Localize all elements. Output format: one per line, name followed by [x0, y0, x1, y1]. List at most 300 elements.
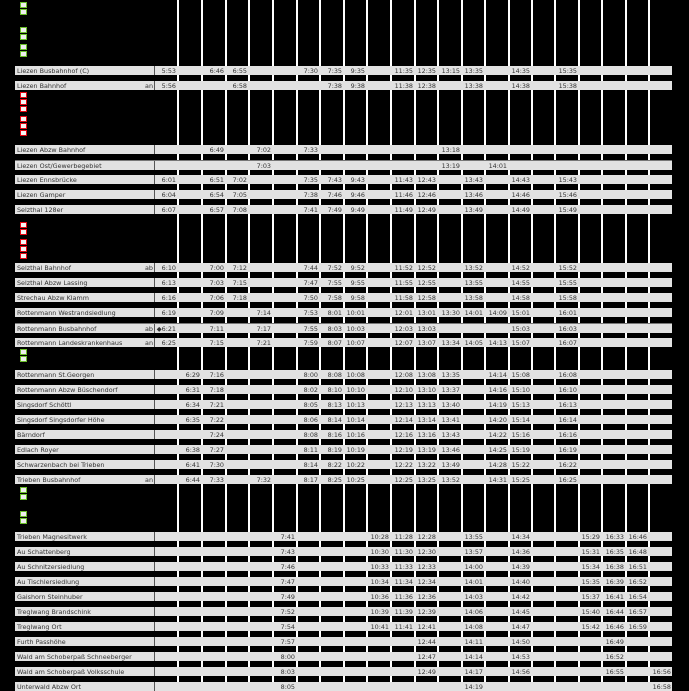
departure-time: 16:55 [605, 668, 624, 676]
departure-time: 6:07 [161, 206, 176, 214]
departure-time: 12:49 [417, 668, 436, 676]
timetable-row [15, 370, 672, 379]
departure-time: 14:19 [488, 401, 507, 409]
departure-time: 8:08 [327, 371, 342, 379]
departure-time: 13:08 [417, 371, 436, 379]
stop-name: Furth Passhöhe [17, 638, 66, 646]
departure-time: 16:49 [605, 638, 624, 646]
label-divider [154, 592, 155, 601]
departure-time: 11:34 [394, 578, 413, 586]
bus-icon [20, 116, 27, 122]
departure-time: 7:55 [327, 279, 342, 287]
departure-time: 12:35 [417, 67, 436, 75]
departure-time: 10:36 [370, 593, 389, 601]
departure-time: 7:44 [303, 264, 318, 272]
departure-time: 13:35 [464, 67, 483, 75]
departure-time: 10:19 [346, 446, 365, 454]
stop-name: Liezen Ost/Gewerbegebiet [17, 162, 102, 170]
arrival-departure-marker: an [145, 339, 153, 347]
departure-time: 6:35 [185, 416, 200, 424]
label-divider [154, 667, 155, 676]
departure-time: 15:07 [511, 339, 530, 347]
departure-time: 11:35 [394, 67, 413, 75]
stop-name: Rottenmann Abzw Büschendorf [17, 386, 118, 394]
departure-time: 15:52 [558, 264, 577, 272]
departure-time: 15:35 [581, 578, 600, 586]
stop-name: Gaishorn Steinhuber [17, 593, 83, 601]
departure-time: 7:27 [209, 446, 224, 454]
departure-time: 7:47 [280, 578, 295, 586]
departure-time: 6:10 [161, 264, 176, 272]
label-divider [154, 475, 155, 484]
timetable-row [15, 338, 672, 347]
departure-time: 10:08 [346, 371, 365, 379]
departure-time: 14:00 [464, 563, 483, 571]
stop-name: Singsdorf Schöttl [17, 401, 72, 409]
departure-time: 12:33 [417, 563, 436, 571]
departure-time: 7:38 [303, 191, 318, 199]
departure-time: 10:39 [370, 608, 389, 616]
stop-name: Treglwang Ort [17, 623, 62, 631]
train-icon [20, 487, 27, 493]
departure-time: 13:58 [464, 294, 483, 302]
stop-name: Trieben Busbahnhof [17, 476, 81, 484]
label-divider [154, 637, 155, 646]
departure-time: 15:43 [558, 176, 577, 184]
departure-time: 8:00 [280, 653, 295, 661]
departure-time: 6:13 [161, 279, 176, 287]
departure-time: 6:54 [209, 191, 224, 199]
departure-time: 14:35 [511, 67, 530, 75]
departure-time: 10:13 [346, 401, 365, 409]
departure-time: 14:03 [464, 593, 483, 601]
timetable-row [15, 278, 672, 287]
departure-time: 10:34 [370, 578, 389, 586]
departure-time: 8:22 [327, 461, 342, 469]
departure-time: 14:36 [511, 548, 530, 556]
departure-time: 7:09 [209, 309, 224, 317]
train-icon [20, 518, 27, 524]
departure-time: 14:40 [511, 578, 530, 586]
bus-icon [20, 239, 27, 245]
stop-name: Schwarzenbach bei Trieben [17, 461, 105, 469]
timetable-row [15, 81, 672, 90]
departure-time: 8:03 [280, 668, 295, 676]
departure-time: 11:46 [394, 191, 413, 199]
departure-time: 8:00 [303, 371, 318, 379]
departure-time: 14:05 [464, 339, 483, 347]
departure-time: 12:41 [417, 623, 436, 631]
departure-time: 15:03 [511, 325, 530, 333]
label-divider [154, 400, 155, 409]
departure-time: 16:38 [605, 563, 624, 571]
departure-time: 7:05 [232, 191, 247, 199]
departure-time: 14:43 [511, 176, 530, 184]
timetable-row [15, 607, 672, 616]
timetable-row [15, 547, 672, 556]
stop-name: Wald am Schoberpaß Volksschule [17, 668, 125, 676]
bus-icon [20, 123, 27, 129]
departure-time: 12:22 [394, 461, 413, 469]
departure-time: 8:05 [280, 683, 295, 691]
departure-time: 12:55 [417, 279, 436, 287]
stop-name: Liezen Busbahnhof (C) [17, 67, 90, 75]
departure-time: 12:28 [417, 533, 436, 541]
departure-time: 7:03 [256, 162, 271, 170]
departure-time: 14:14 [488, 371, 507, 379]
departure-time: 14:46 [511, 191, 530, 199]
departure-time: 7:12 [232, 264, 247, 272]
timetable-row [15, 175, 672, 184]
departure-time: 16:59 [628, 623, 647, 631]
departure-time: 13:15 [441, 67, 460, 75]
departure-time: 9:55 [350, 279, 365, 287]
timetable-row [15, 652, 672, 661]
departure-time: 12:19 [394, 446, 413, 454]
timetable-row [15, 622, 672, 631]
departure-time: 7:02 [256, 146, 271, 154]
departure-time: 11:39 [394, 608, 413, 616]
departure-time: 13:30 [441, 309, 460, 317]
departure-time: 16:22 [558, 461, 577, 469]
departure-time: 14:49 [511, 206, 530, 214]
departure-time: 7:30 [303, 67, 318, 75]
stop-name: Bärndorf [17, 431, 45, 439]
departure-time: 9:43 [350, 176, 365, 184]
departure-time: 13:03 [417, 325, 436, 333]
departure-time: 7:49 [327, 206, 342, 214]
departure-time: 12:39 [417, 608, 436, 616]
stop-name: Rottenmann Landeskrankenhaus [17, 339, 123, 347]
departure-time: 12:07 [394, 339, 413, 347]
departure-time: 7:43 [327, 176, 342, 184]
departure-time: 13:19 [441, 162, 460, 170]
stop-name: Strechau Abzw Klamm [17, 294, 89, 302]
departure-time: 13:16 [417, 431, 436, 439]
departure-time: 7:21 [256, 339, 271, 347]
departure-time: 15:34 [581, 563, 600, 571]
departure-time: 12:46 [417, 191, 436, 199]
departure-time: 15:01 [511, 309, 530, 317]
departure-time: 10:07 [346, 339, 365, 347]
departure-time: 7:41 [303, 206, 318, 214]
stop-name: Au Schnitzersiedlung [17, 563, 85, 571]
label-divider [154, 460, 155, 469]
departure-time: 16:51 [628, 563, 647, 571]
timetable-row [15, 145, 672, 154]
stop-name: Au Schattenberg [17, 548, 71, 556]
departure-time: 16:41 [605, 593, 624, 601]
departure-time: 15:13 [511, 401, 530, 409]
departure-time: 7:52 [327, 264, 342, 272]
departure-time: 14:25 [488, 446, 507, 454]
departure-time: 13:57 [464, 548, 483, 556]
timetable-row [15, 205, 672, 214]
label-divider [154, 385, 155, 394]
departure-time: 13:37 [441, 386, 460, 394]
departure-time: 7:18 [232, 294, 247, 302]
timetable-row [15, 577, 672, 586]
departure-time: 6:01 [161, 176, 176, 184]
departure-time: 16:08 [558, 371, 577, 379]
stop-name: Liezen Abzw Bahnhof [17, 146, 86, 154]
label-divider [154, 161, 155, 170]
departure-time: 7:17 [256, 325, 271, 333]
departure-time: 7:00 [209, 264, 224, 272]
stop-name: Rottenmann Westrandsiedlung [17, 309, 116, 317]
departure-time: 8:13 [327, 401, 342, 409]
departure-time: 7:06 [209, 294, 224, 302]
departure-time: 13:46 [464, 191, 483, 199]
departure-time: 15:25 [511, 476, 530, 484]
departure-time: 12:14 [394, 416, 413, 424]
train-icon [20, 34, 27, 40]
arrival-departure-marker: an [145, 82, 153, 90]
departure-time: 13:10 [417, 386, 436, 394]
departure-time: 12:58 [417, 294, 436, 302]
departure-time: 14:58 [511, 294, 530, 302]
departure-time: 7:38 [327, 82, 342, 90]
departure-time: 7:59 [303, 339, 318, 347]
departure-time: 6:31 [185, 386, 200, 394]
departure-time: 7:33 [303, 146, 318, 154]
departure-time: 15:38 [558, 82, 577, 90]
timetable-row [15, 415, 672, 424]
timetable-row [15, 293, 672, 302]
departure-time: 16:46 [605, 623, 624, 631]
departure-time: 14:42 [511, 593, 530, 601]
departure-time: 7:41 [280, 533, 295, 541]
departure-time: 7:57 [280, 638, 295, 646]
departure-time: 13:43 [441, 431, 460, 439]
departure-time: 13:41 [441, 416, 460, 424]
timetable-row [15, 682, 672, 691]
departure-time: 11:43 [394, 176, 413, 184]
departure-time: 7:16 [209, 371, 224, 379]
departure-time: 13:35 [441, 371, 460, 379]
arrival-departure-marker: an [145, 476, 153, 484]
timetable-row [15, 460, 672, 469]
departure-time: 7:15 [232, 279, 247, 287]
departure-time: 10:28 [370, 533, 389, 541]
departure-time: 8:25 [327, 476, 342, 484]
departure-time: 12:52 [417, 264, 436, 272]
departure-time: 10:25 [346, 476, 365, 484]
stop-name: Selzthal 128er [17, 206, 64, 214]
departure-time: 7:47 [303, 279, 318, 287]
departure-time: 14:55 [511, 279, 530, 287]
label-divider [154, 562, 155, 571]
departure-time: 14:39 [511, 563, 530, 571]
timetable-row [15, 475, 672, 484]
departure-time: 8:07 [327, 339, 342, 347]
stop-name: Liezen Gamper [17, 191, 66, 199]
bus-icon [20, 99, 27, 105]
train-icon [20, 9, 27, 15]
departure-time: 9:49 [350, 206, 365, 214]
departure-time: 16:44 [605, 608, 624, 616]
departure-time: 16:58 [652, 683, 671, 691]
departure-time: 7:15 [209, 339, 224, 347]
bus-icon [20, 222, 27, 228]
departure-time: 11:58 [394, 294, 413, 302]
departure-time: 7:22 [209, 416, 224, 424]
departure-time: 16:52 [628, 578, 647, 586]
departure-time: 11:49 [394, 206, 413, 214]
stop-name: Edlach Royer [17, 446, 59, 454]
timetable-row [15, 190, 672, 199]
label-divider [154, 607, 155, 616]
departure-time: 14:08 [464, 623, 483, 631]
label-divider [154, 547, 155, 556]
timetable-row [15, 385, 672, 394]
timetable-row [15, 400, 672, 409]
stop-name: Singsdorf Singsdorfer Höhe [17, 416, 105, 424]
departure-time: 13:19 [417, 446, 436, 454]
departure-time: 11:36 [394, 593, 413, 601]
departure-time: 7:02 [232, 176, 247, 184]
departure-time: 15:42 [581, 623, 600, 631]
departure-time: 13:40 [441, 401, 460, 409]
departure-time: 16:14 [558, 416, 577, 424]
departure-time: 12:01 [394, 309, 413, 317]
departure-time: 16:54 [628, 593, 647, 601]
departure-time: 12:08 [394, 371, 413, 379]
departure-time: 7:35 [303, 176, 318, 184]
bus-icon [20, 229, 27, 235]
departure-time: 15:58 [558, 294, 577, 302]
departure-time: 12:44 [417, 638, 436, 646]
departure-time: 15:37 [581, 593, 600, 601]
timetable-row [15, 637, 672, 646]
departure-time: 14:28 [488, 461, 507, 469]
stop-name: Unterwald Abzw Ort [17, 683, 82, 691]
departure-time: 7:03 [209, 279, 224, 287]
train-icon [20, 44, 27, 50]
departure-time: 16:19 [558, 446, 577, 454]
departure-time: 7:24 [209, 431, 224, 439]
departure-time: 7:21 [209, 401, 224, 409]
departure-time: 12:30 [417, 548, 436, 556]
departure-time: 14:34 [511, 533, 530, 541]
departure-time: 9:38 [350, 82, 365, 90]
departure-time: 14:01 [488, 162, 507, 170]
timetable-row [15, 562, 672, 571]
departure-time: 13:38 [464, 82, 483, 90]
departure-time: 6:55 [232, 67, 247, 75]
departure-time: 14:31 [488, 476, 507, 484]
departure-time: 9:46 [350, 191, 365, 199]
departure-time: 13:49 [464, 206, 483, 214]
departure-time: 14:56 [511, 668, 530, 676]
departure-time: 8:06 [303, 416, 318, 424]
departure-time: 16:56 [652, 668, 671, 676]
departure-time: 14:16 [488, 386, 507, 394]
departure-time: 15:19 [511, 446, 530, 454]
departure-time: 12:13 [394, 401, 413, 409]
departure-time: 6:16 [161, 294, 176, 302]
departure-time: 8:14 [327, 416, 342, 424]
departure-time: 6:38 [185, 446, 200, 454]
train-icon [20, 51, 27, 57]
departure-time: 11:55 [394, 279, 413, 287]
departure-time: 16:16 [558, 431, 577, 439]
departure-time: 7:33 [209, 476, 224, 484]
departure-time: 8:03 [327, 325, 342, 333]
departure-time: 7:46 [280, 563, 295, 571]
departure-time: 11:28 [394, 533, 413, 541]
departure-time: 16:10 [558, 386, 577, 394]
departure-time: 16:13 [558, 401, 577, 409]
departure-time: 14:09 [488, 309, 507, 317]
departure-time: 14:19 [464, 683, 483, 691]
timetable-row [15, 532, 672, 541]
departure-time: 7:58 [327, 294, 342, 302]
departure-time: 16:03 [558, 325, 577, 333]
departure-time: 13:43 [464, 176, 483, 184]
departure-time: 15:08 [511, 371, 530, 379]
departure-time: 8:10 [327, 386, 342, 394]
timetable-row [15, 263, 672, 272]
departure-time: 16:01 [558, 309, 577, 317]
train-icon [20, 494, 27, 500]
departure-time: 6:57 [209, 206, 224, 214]
departure-time: 16:39 [605, 578, 624, 586]
departure-time: 14:17 [464, 668, 483, 676]
departure-time: 14:01 [464, 309, 483, 317]
stop-name: Rottenmann St.Georgen [17, 371, 95, 379]
departure-time: 6:41 [185, 461, 200, 469]
arrival-departure-marker: ab [145, 264, 153, 272]
departure-time: 7:30 [209, 461, 224, 469]
departure-time: 15:40 [581, 608, 600, 616]
departure-time: 6:49 [209, 146, 224, 154]
departure-time: 6:51 [209, 176, 224, 184]
departure-time: 8:05 [303, 401, 318, 409]
departure-time: 12:49 [417, 206, 436, 214]
departure-time: 12:38 [417, 82, 436, 90]
departure-time: 10:14 [346, 416, 365, 424]
departure-time: 6:04 [161, 191, 176, 199]
departure-time: 14:50 [511, 638, 530, 646]
departure-time: 10:10 [346, 386, 365, 394]
timetable-row [15, 592, 672, 601]
departure-time: 6:19 [161, 309, 176, 317]
departure-time: 15:22 [511, 461, 530, 469]
departure-time: 6:29 [185, 371, 200, 379]
departure-time: 8:19 [327, 446, 342, 454]
departure-time: 15:14 [511, 416, 530, 424]
departure-time: 13:25 [417, 476, 436, 484]
departure-time: 8:11 [303, 446, 318, 454]
stop-name: Wald am Schoberpaß Schneeberger [17, 653, 132, 661]
departure-time: 9:52 [350, 264, 365, 272]
departure-time: 10:01 [346, 309, 365, 317]
departure-time: 12:34 [417, 578, 436, 586]
departure-time: 7:52 [280, 608, 295, 616]
departure-time: 13:18 [441, 146, 460, 154]
label-divider [154, 145, 155, 154]
departure-time: 6:25 [161, 339, 176, 347]
departure-time: 14:38 [511, 82, 530, 90]
train-icon [20, 2, 27, 8]
departure-time: 13:52 [441, 476, 460, 484]
train-icon [20, 356, 27, 362]
train-icon [20, 511, 27, 517]
departure-time: 12:47 [417, 653, 436, 661]
timetable-row [15, 66, 672, 75]
departure-time: 16:57 [628, 608, 647, 616]
